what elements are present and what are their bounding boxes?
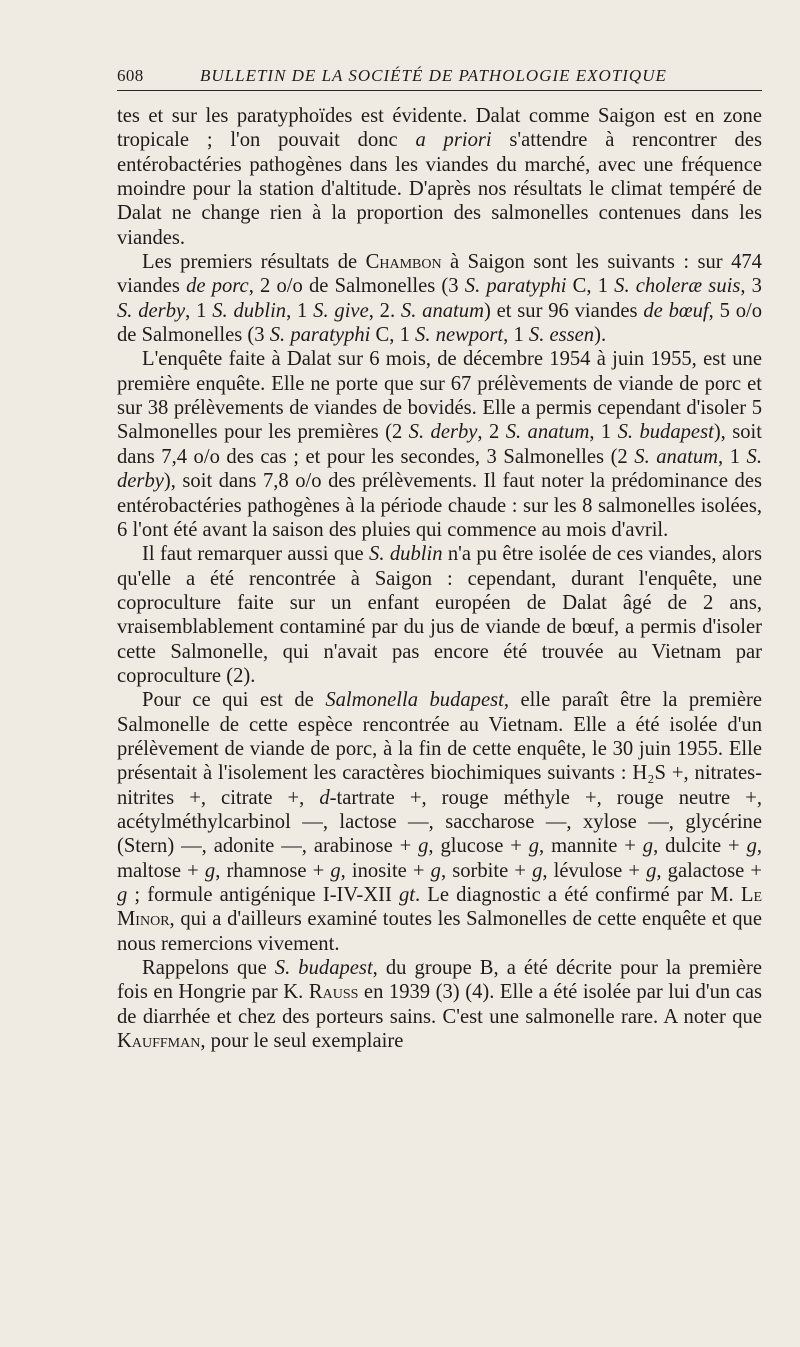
page-number: 608 <box>117 66 144 85</box>
text-run: , maltose + <box>117 835 763 882</box>
paragraph-chambon-results <box>117 250 762 347</box>
paragraph-continued <box>117 104 762 250</box>
italic-text: g <box>532 859 543 882</box>
italic-text: S. budapest <box>617 421 714 444</box>
italic-text: S. derby <box>408 421 478 444</box>
text-run: L'enquête faite à Dalat sur 6 mois, de décembre 1954 à juin 1955, est une première enquête. Elle ne porte que sur 67 prélèvements de viande de porc et sur 38 prélèvements de viandes de bovidés. Elle a permis cependant d'isoler 5 Salmonelles pour les premières (2 <box>117 348 762 444</box>
text-run: ) et sur 96 viandes <box>483 299 644 322</box>
text-run: ), soit dans 7,8 o/o des prélèvements. Il faut noter la prédominance des entérobactéries pathogènes à la période chaude : sur les 8 salmonelles isolées, 6 l'ont été avant la saison des pluies qui commence au mois d'avril. <box>117 470 762 541</box>
text-run: , glucose + <box>428 835 529 858</box>
text-run: à Saigon sont les suivants : sur 474 viandes <box>117 251 762 298</box>
text-run: , sorbite + <box>440 859 533 882</box>
italic-text: Salmonella budapest <box>325 689 504 712</box>
body-text <box>117 104 762 1053</box>
text-run: , 5 o/o de Salmonelles (3 <box>117 299 763 347</box>
text-run: , rhamnose + <box>215 859 331 882</box>
italic-text: g <box>430 859 441 882</box>
text-run: , pour le seul exemplaire <box>200 1030 404 1053</box>
text-run: , mannite + <box>539 835 643 858</box>
text-run: , 2. <box>368 299 401 322</box>
italic-text: S. dublin <box>212 299 287 322</box>
text-run: , elle paraît être la première Salmonelle de cette espèce rencontrée au Vietnam. Elle a été isolée d'un prélèvement de viande de porc, à la fin de cette enquête, le 30 juin 1955. Elle présentait à l'isolement les caractères biochimiques suivants : H₂S +, nitrates-nitrites +, citrate +, <box>117 689 763 809</box>
text-run: , qui a d'ailleurs examiné toutes les Salmonelles de cette enquête et que nous remercions vivement. <box>117 908 762 955</box>
paragraph-history <box>117 956 762 1053</box>
text-run: , 1 <box>503 324 529 347</box>
italic-text: S. dublin <box>369 543 443 566</box>
text-run: en 1939 (3) (4). Elle a été isolée par lui d'un cas de diarrhée et chez des porteurs sains. C'est une salmonelle rare. A noter que <box>117 981 762 1028</box>
paragraph-s-dublin <box>117 542 762 688</box>
italic-text: S. paratyphi <box>464 275 567 298</box>
italic-text: g <box>528 835 540 858</box>
running-title: BULLETIN DE LA SOCIÉTÉ DE PATHOLOGIE EXOTIQUE <box>200 66 667 85</box>
italic-text: S. budapest <box>274 957 373 980</box>
text-run: C, 1 <box>370 324 416 347</box>
text-run: -tartrate +, rouge méthyle +, rouge neutre +, acétylméthylcarbinol —, lactose —, saccharose —, xylose —, glycérine (Stern) —, adonite —, arabinose + <box>117 786 762 858</box>
text-run: , 2 <box>477 421 506 444</box>
text-run: n'a pu être isolée de ces viandes, alors qu'elle a été rencontrée à Saigon : cependant, durant l'enquête, une coproculture faite sur un enfant européen de Dalat âgé de 2 ans, vraisemblablement contaminé par du jus de viande de bœuf, a permis d'isoler cette Salmonelle, qui n'avait pas encore été trouvée au Vietnam par coproculture (2). <box>117 543 762 687</box>
italic-text: S. anatum <box>634 445 719 468</box>
author-name: Rauss <box>308 981 359 1004</box>
author-name: Kauffman <box>117 1030 201 1053</box>
italic-text: de porc <box>186 275 249 298</box>
italic-text: a priori <box>415 129 492 152</box>
text-run: , du groupe B, a été décrite pour la première fois en Hongrie par K. <box>117 957 762 1004</box>
author-name: Le Minor <box>117 884 762 931</box>
italic-text: S. essen <box>528 324 595 347</box>
text-run: s'attendre à rencontrer des entérobactéries pathogènes dans les viandes du marché, avec une fréquence moindre pour la station d'altitude. D'après nos résultats le climat tempéré de Dalat ne change rien à la proportion des salmonelles contenues dans les viandes. <box>117 129 762 249</box>
italic-text: g <box>418 835 429 858</box>
text-run: , inosite + <box>340 859 431 882</box>
italic-text: g <box>746 835 757 858</box>
italic-text: S. give <box>313 299 369 322</box>
italic-text: S. derby <box>117 445 762 493</box>
text-run: Les premiers résultats de <box>142 251 366 274</box>
text-run: ), soit dans 7,4 o/o des cas ; et pour les secondes, 3 Salmonelles (2 <box>117 421 762 468</box>
italic-text: gt <box>398 884 415 906</box>
text-run: , 3 <box>740 275 762 298</box>
italic-text: S. paratyphi <box>269 324 371 347</box>
italic-text: g <box>330 859 341 882</box>
text-run: , galactose + <box>656 859 762 882</box>
italic-text: g <box>117 884 128 906</box>
text-run: Pour ce qui est de <box>142 689 326 712</box>
italic-text: de bœuf <box>643 299 709 322</box>
italic-text: S. derby <box>117 299 186 322</box>
text-run: ). <box>594 324 607 347</box>
header-rule <box>117 90 762 91</box>
text-run: ; formule antigénique I-IV-XII <box>127 884 399 906</box>
text-run: , 1 <box>718 445 747 468</box>
italic-text: g <box>646 859 657 882</box>
italic-text: g <box>642 835 654 858</box>
text-run: , lévulose + <box>542 859 647 882</box>
text-run: , 2 o/o de Salmonelles (3 <box>248 275 465 298</box>
page-header <box>117 62 762 92</box>
paragraph-s-budapest <box>117 688 762 956</box>
paragraph-dalat-survey <box>117 347 762 542</box>
author-name: Chambon <box>365 251 442 274</box>
italic-text: S. anatum <box>505 421 590 444</box>
italic-text: S. choleræ suis <box>614 275 741 298</box>
text-run: Rappelons que <box>142 957 275 980</box>
italic-text: S. anatum <box>400 299 484 322</box>
italic-text: g <box>204 859 216 882</box>
text-run: C, 1 <box>566 275 615 298</box>
text-run: . Le diagnostic a été confirmé par M. <box>415 884 741 906</box>
text-run: , 1 <box>185 299 213 322</box>
text-run: tes et sur les paratyphoïdes est évidente. Dalat comme Saigon est en zone tropicale ; l'on pouvait donc <box>117 105 762 152</box>
text-run: , 1 <box>589 421 618 444</box>
italic-text: S. newport <box>415 324 504 347</box>
text-run: Il faut remarquer aussi que <box>142 543 370 566</box>
italic-text: d <box>319 786 330 809</box>
text-run: , dulcite + <box>653 835 747 858</box>
text-run: , 1 <box>286 299 314 322</box>
